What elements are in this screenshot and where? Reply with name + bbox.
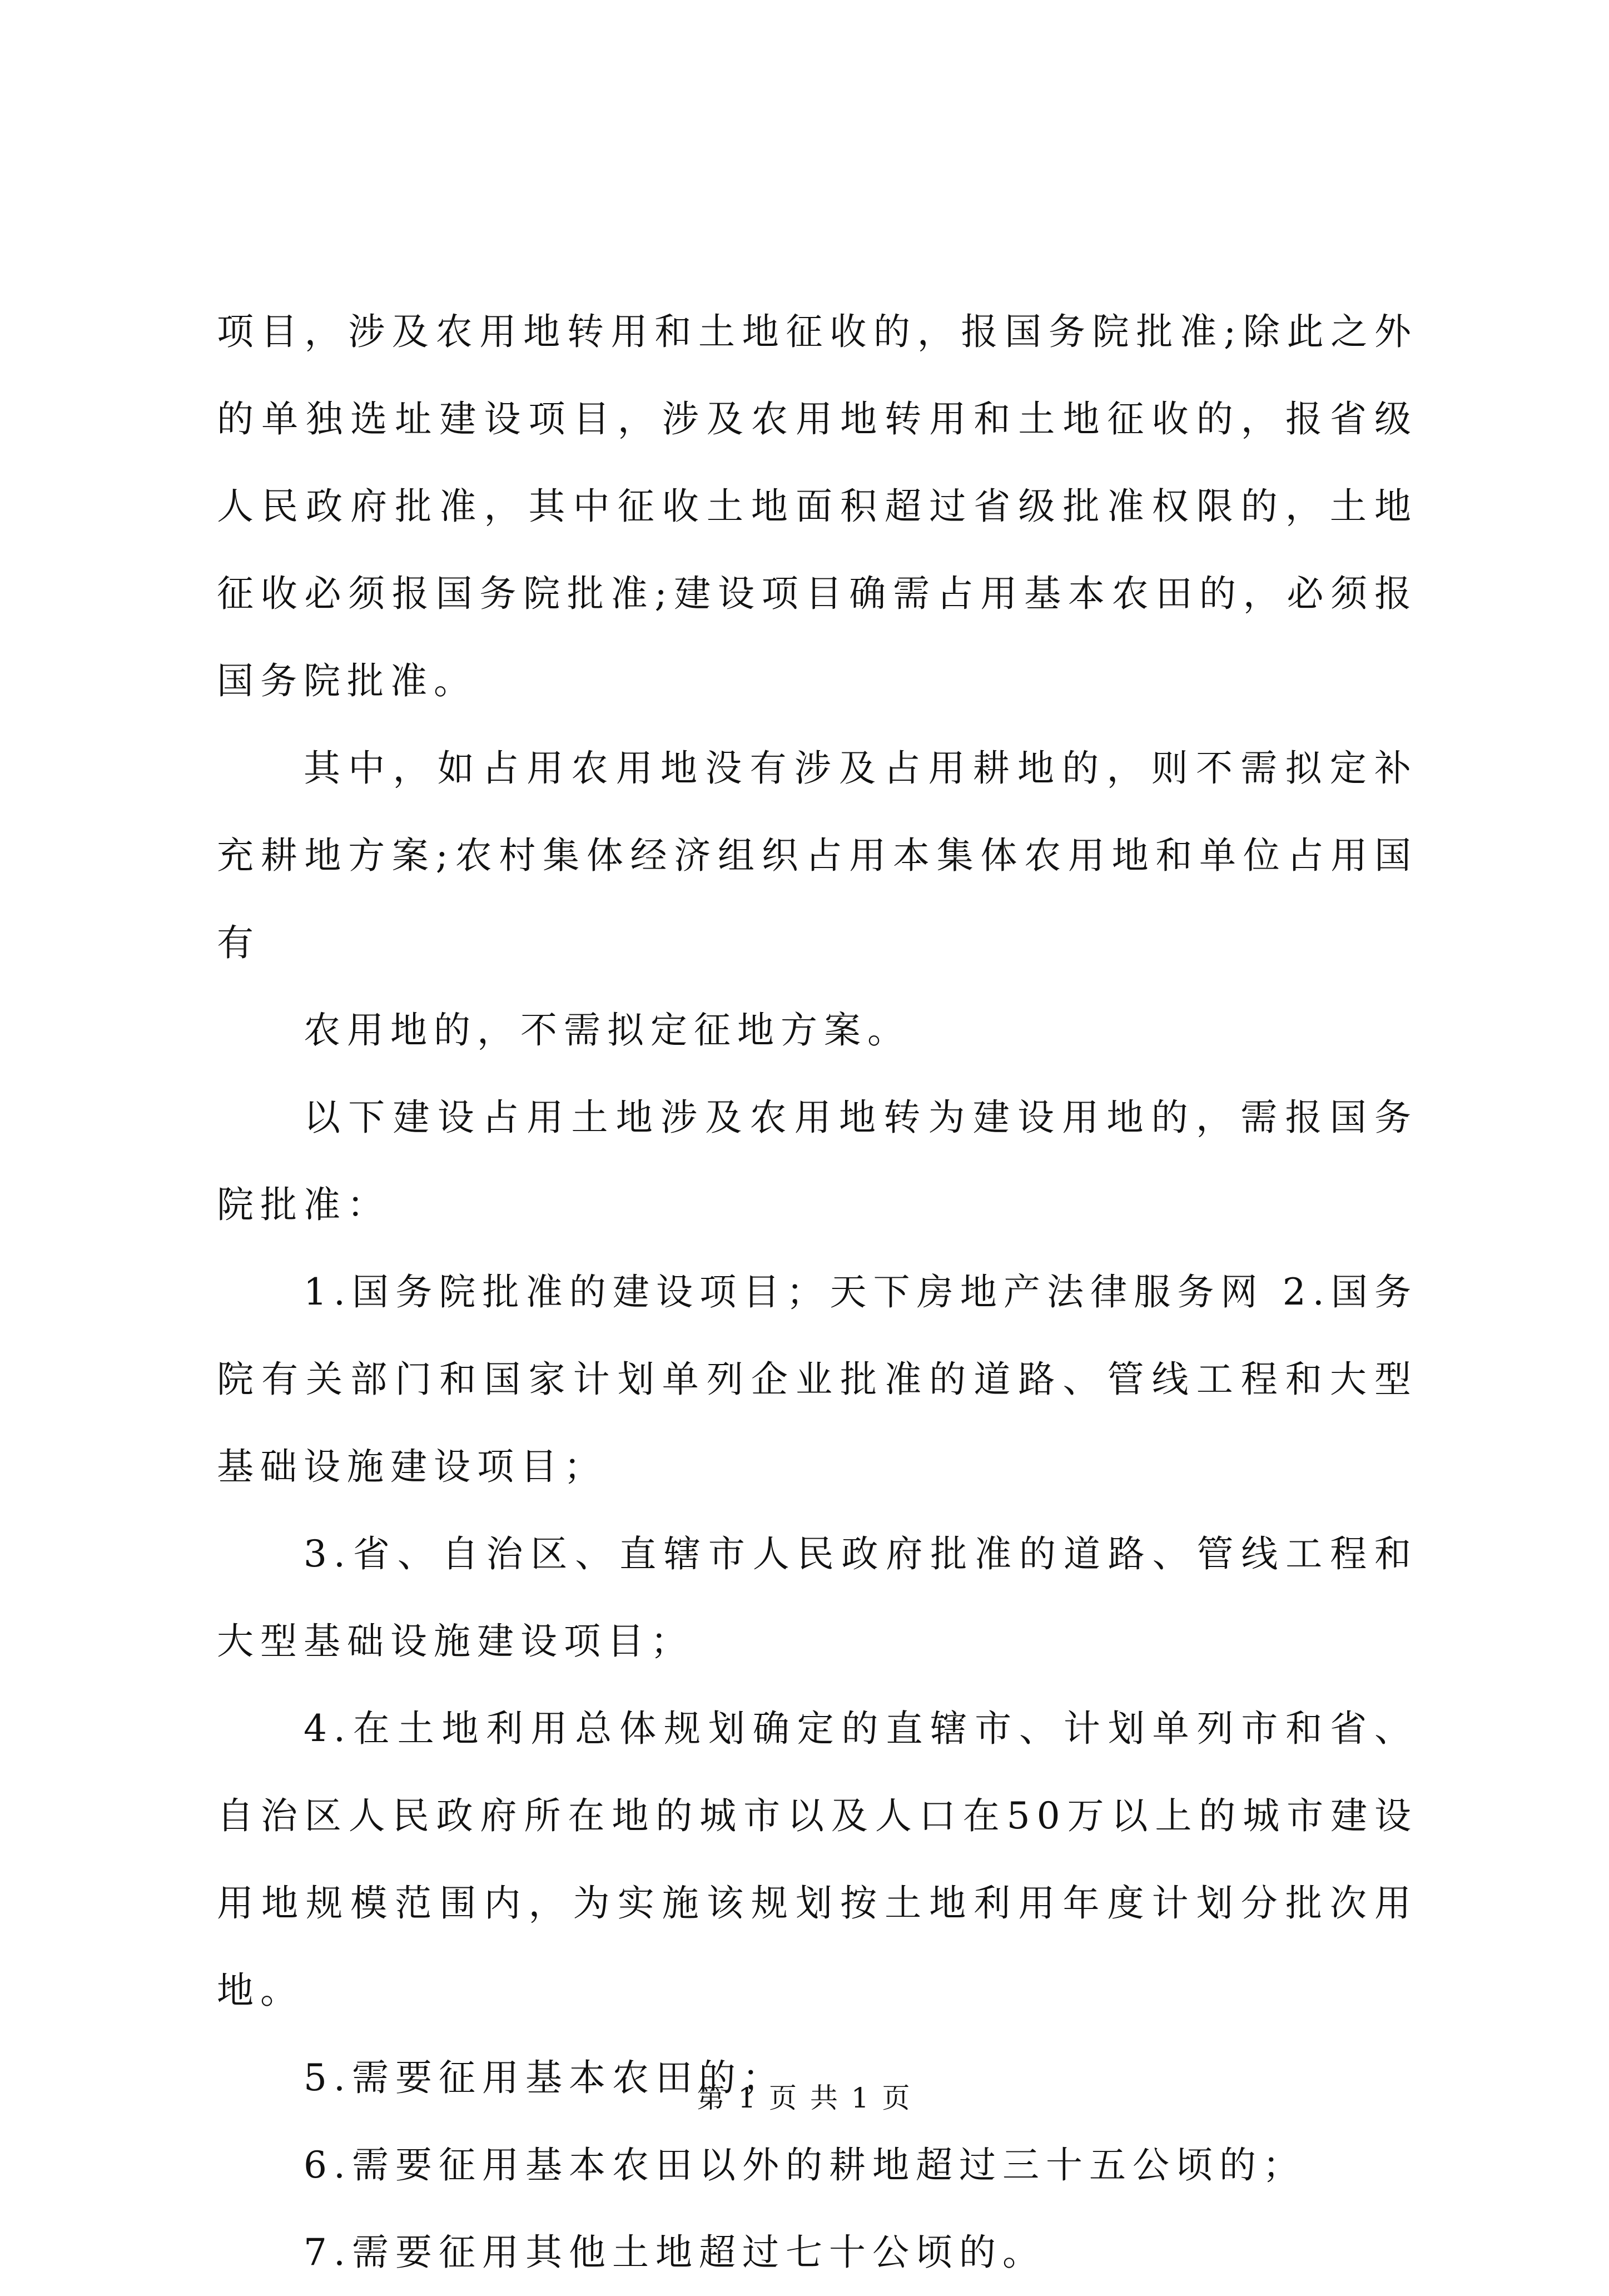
list-item-7: 7.需要征用其他土地超过七十公顷的。 — [304, 2231, 1046, 2274]
paragraph-1: 项目，涉及农用地转用和土地征收的，报国务院批准;除此之外的单独选址建设项目，涉及农用地转用和土地征收的，报省级人民政府批准，其中征收土地面积超过省级批准权限的，土地征收必须报国务院批准;建设项目确需占用基本农田的，必须报国务院批准。 — [217, 310, 1418, 702]
list-item-4: 4.在土地利用总体规划确定的直辖市、计划单列市和省、自治区人民政府所在地的城市以及人口在50万以上的城市建设用地规模范围内，为实施该规划按土地利用年度计划分批次用地。 — [217, 1707, 1418, 2012]
page-number: 第 1 页 共 1 页 — [697, 2082, 912, 2114]
list-item-1: 1.国务院批准的建设项目；天下房地产法律服务网 2.国务院有关部门和国家计划单列企业批准的道路、管线工程和大型基础设施建设项目； — [217, 1271, 1418, 1488]
paragraph-3: 农用地的，不需拟定征地方案。 — [304, 1009, 911, 1052]
paragraph-2: 其中，如占用农用地没有涉及占用耕地的，则不需拟定补充耕地方案;农村集体经济组织占用本集体农用地和单位占用国有 — [217, 747, 1418, 964]
document-body — [217, 288, 1418, 2296]
paragraph-4: 以下建设占用土地涉及农用地转为建设用地的，需报国务院批准： — [217, 1096, 1418, 1226]
list-item-3: 3.省、自治区、直辖市人民政府批准的道路、管线工程和大型基础设施建设项目； — [217, 1533, 1418, 1663]
list-item-5: 5.需要征用基本农田的； — [304, 2056, 786, 2099]
list-item-6: 6.需要征用基本农田以外的耕地超过三十五公顷的； — [304, 2144, 1306, 2186]
